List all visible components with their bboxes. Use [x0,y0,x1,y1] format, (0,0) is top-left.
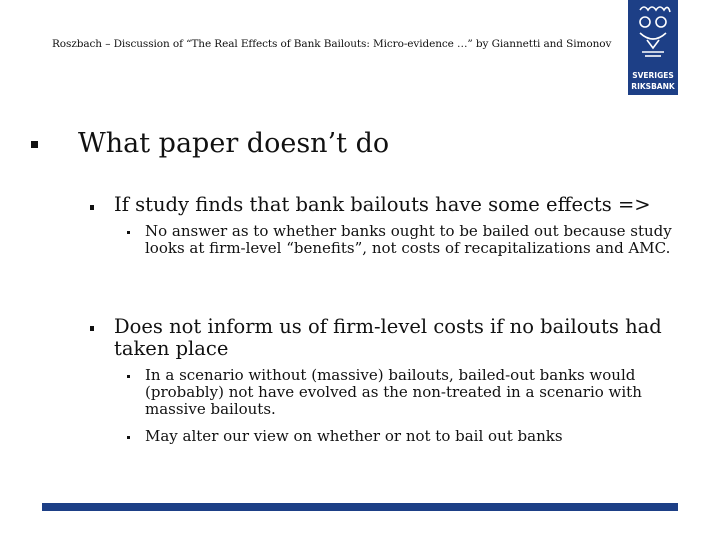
logo-line1: SVERIGES [632,71,674,80]
bullet-square-icon [127,231,130,234]
point-2: Does not inform us of firm-level costs if no bailouts had taken place [114,315,662,360]
point-2-subpoint-1: In a scenario without (massive) bailouts, bailed-out banks would (probably) not have evolved as the non-treated in a scenario with massive bailouts. [145,366,642,418]
point-1-subpoint-1: No answer as to whether banks ought to be bailed out because study looks at firm-level “benefits”, not costs of recapitalizations and AMC. [145,222,672,257]
bullet-square-icon [127,436,130,439]
bullet-square-icon [90,205,94,210]
header-title: Roszbach – Discussion of “The Real Effects of Bank Bailouts: Micro-evidence …” by Giannetti and Simonov [52,38,612,50]
bullet-square-icon [31,141,38,148]
riksbank-logo [628,0,678,95]
point-1: If study finds that bank bailouts have some effects => [114,193,651,216]
point-2-subpoint-2: May alter our view on whether or not to bail out banks [145,427,563,445]
bullet-square-icon [90,326,94,331]
footer-bar [42,503,678,511]
logo-line2: RIKSBANK [631,82,675,91]
crown-emblem-icon [640,7,670,56]
bullet-square-icon [127,375,130,378]
slide-title: What paper doesn’t do [78,128,390,159]
